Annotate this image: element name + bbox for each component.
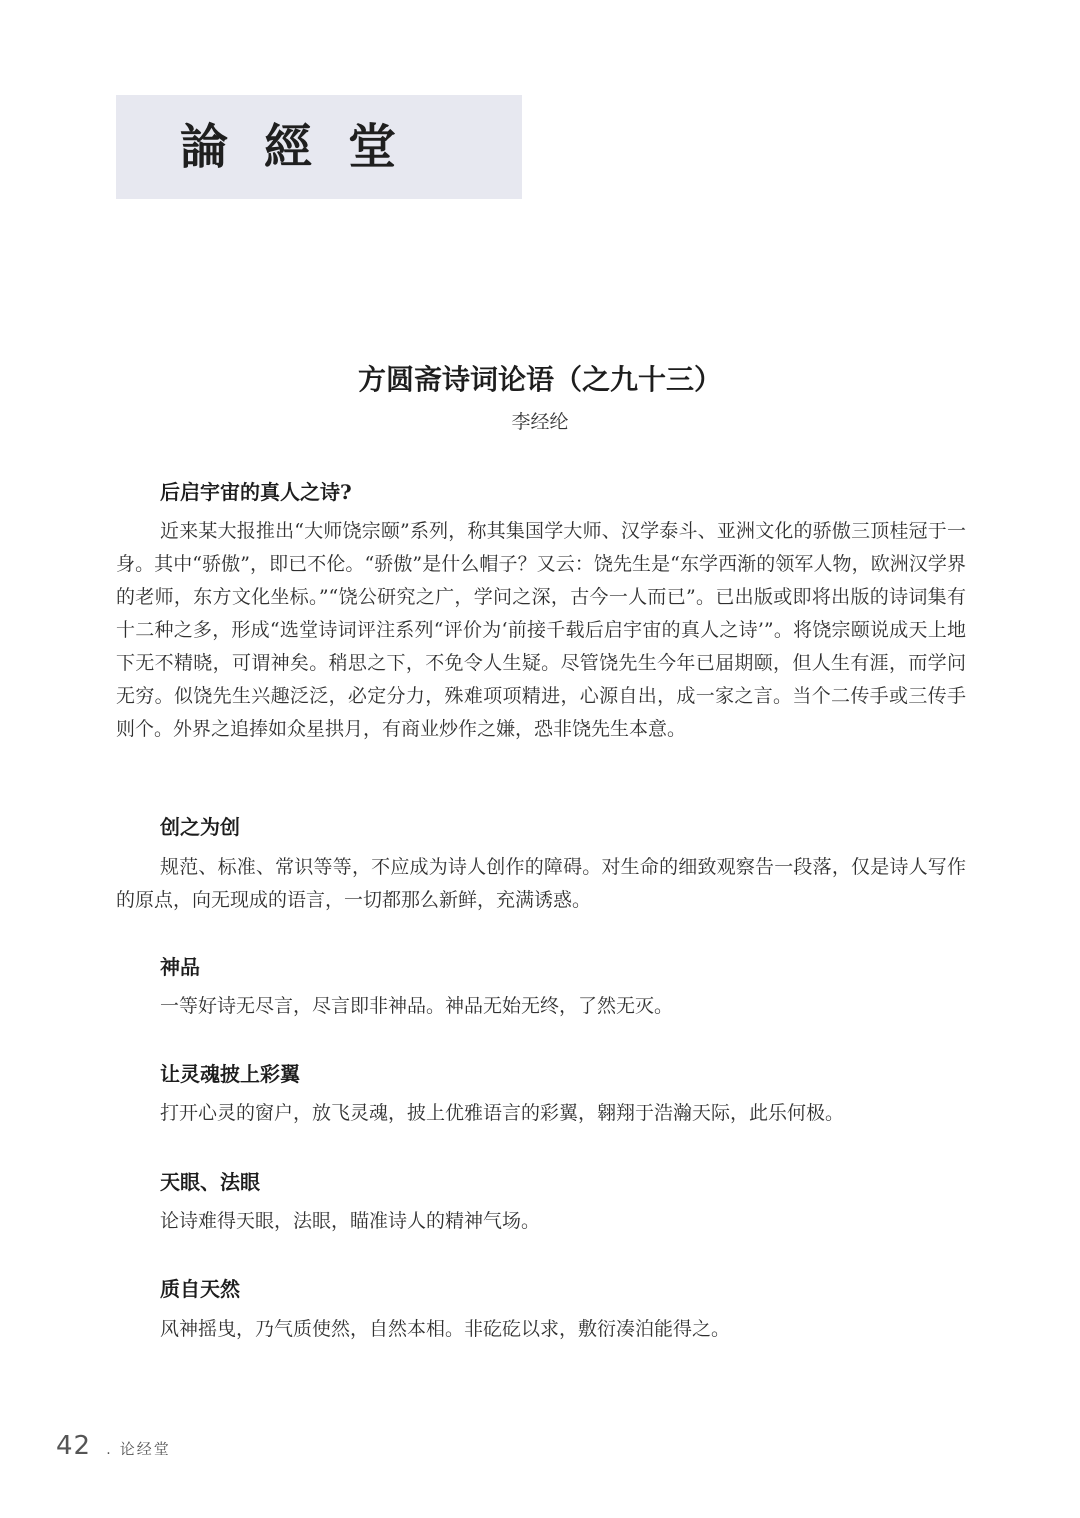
page-footer	[56, 1431, 171, 1461]
section-heading: 天眼、法眼	[160, 1170, 260, 1194]
footer-separator: .	[106, 1442, 111, 1458]
section-body: 一等好诗无尽言，尽言即非神品。神品无始无终，了然无灭。	[160, 995, 674, 1017]
section-heading: 质自天然	[160, 1277, 240, 1301]
section-heading: 让灵魂披上彩翼	[160, 1062, 300, 1086]
section-body: 规范、标准、常识等等，不应成为诗人创作的障碍。对生命的细致观察告一段落，仅是诗人写作的原点，向无现成的语言，一切都那么新鲜，充满诱惑。	[116, 856, 966, 911]
section-body: 风神摇曳，乃气质使然，自然本相。非矻矻以求，敷衍凑泊能得之。	[160, 1318, 731, 1340]
section-body: 打开心灵的窗户，放飞灵魂，披上优雅语言的彩翼，翱翔于浩瀚天际，此乐何极。	[160, 1102, 845, 1124]
article-author: 李经纶	[511, 411, 569, 433]
section-body: 近来某大报推出“大师饶宗颐”系列，称其集国学大师、汉学泰斗、亚洲文化的骄傲三顶桂冠于一身。其中“骄傲”，即已不伦。“骄傲”是什么帽子？又云：饶先生是“东学西渐的领军人物，欧洲汉学界的老师，东方文化坐标。”“饶公研究之广，学问之深，古今一人而已”。已出版或即将出版的诗词集有十二种之多，形成“选堂诗词评注系列“评价为‘前接千载后启宇宙的真人之诗’”。将饶宗颐说成天上地下无不精晓，可谓神矣。稍思之下，不免令人生疑。尽管饶先生今年已届期颐，但人生有涯，而学问无穷。似饶先生兴趣泛泛，必定分力，殊难项项精进，心源自出，成一家之言。当个二传手或三传手则个。外界之追捧如众星拱月，有商业炒作之嫌，恐非饶先生本意。	[116, 520, 966, 740]
article-title: 方圆斋诗词论语（之九十三）	[357, 363, 722, 396]
section-heading: 后启宇宙的真人之诗?	[160, 480, 352, 504]
footer-column-label: 论经堂	[119, 1440, 171, 1458]
section-heading: 神品	[160, 955, 200, 979]
section-body: 论诗难得天眼，法眼，瞄准诗人的精神气场。	[160, 1210, 541, 1232]
column-title: 論經堂	[180, 119, 433, 175]
section-heading: 创之为创	[160, 815, 240, 839]
page-number: 42	[56, 1431, 92, 1461]
